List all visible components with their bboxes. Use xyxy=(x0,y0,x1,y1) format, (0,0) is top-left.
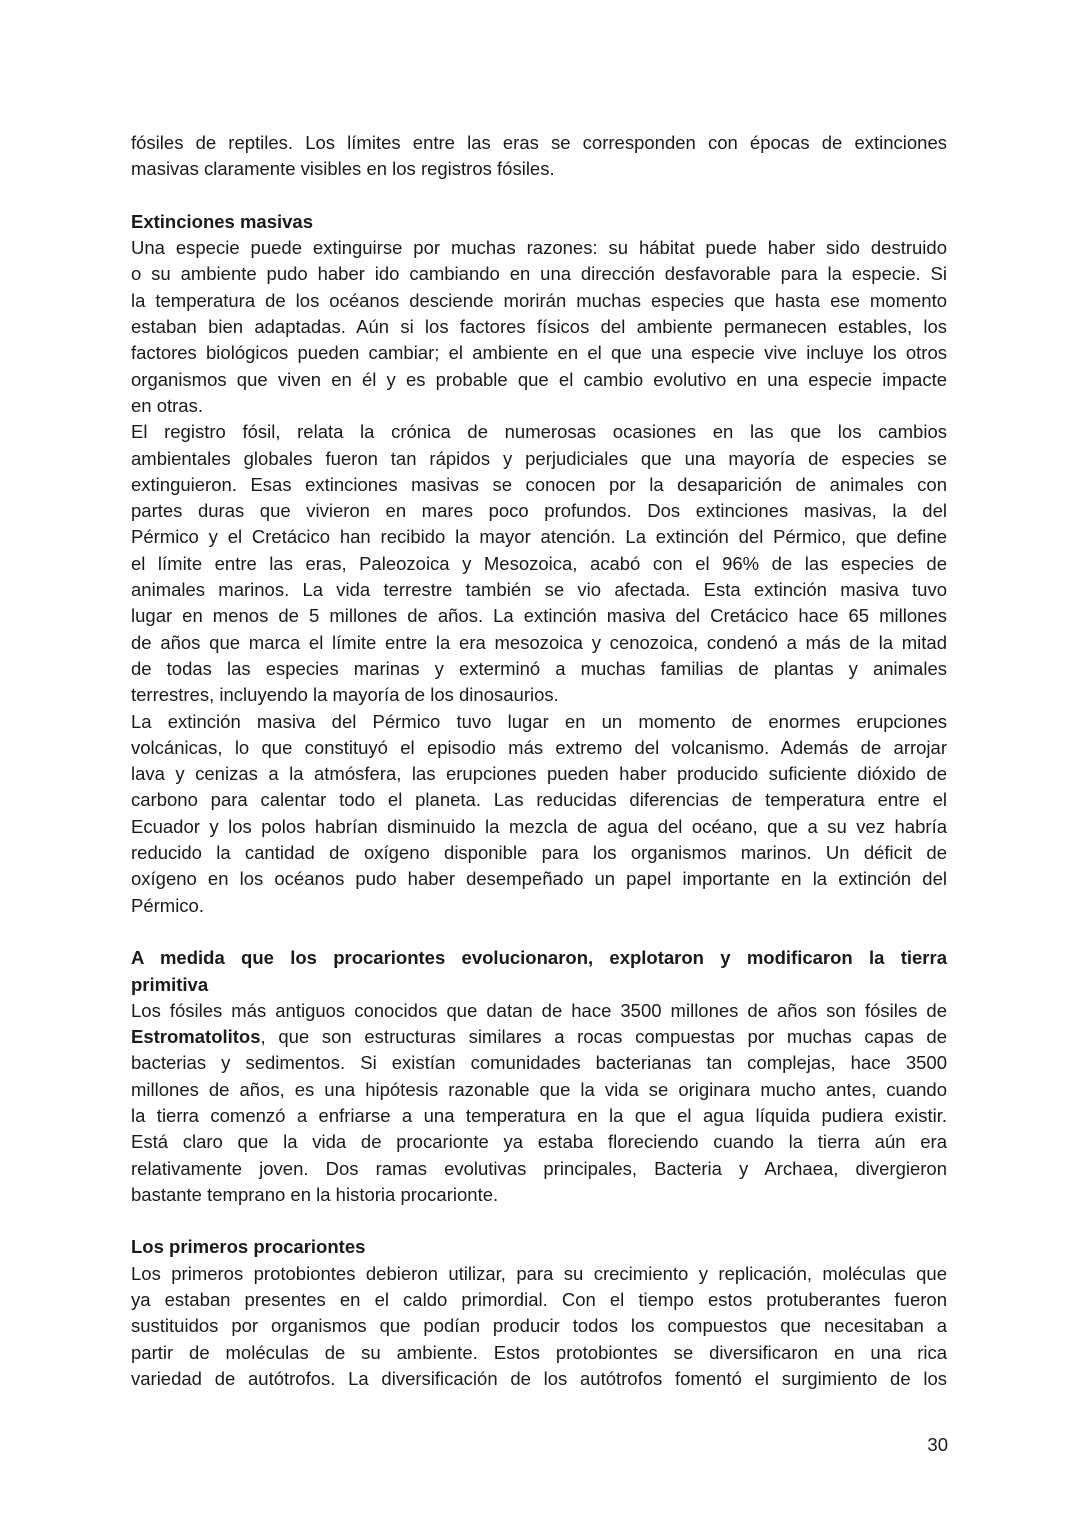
text-line: volcánicas, lo que constituyó el episodio más extremo del volcanismo. Además de arrojar xyxy=(131,736,947,758)
text-line: terrestres, incluyendo la mayoría de los dinosaurios. xyxy=(131,684,559,706)
text-line: El registro fósil, relata la crónica de numerosas ocasiones en las que los cambios xyxy=(131,421,947,443)
text-line: Ecuador y los polos habrían disminuido la mezcla de agua del océano, que a su vez habría xyxy=(131,815,947,837)
paragraph xyxy=(131,130,947,183)
paragraph xyxy=(131,419,947,708)
text-line: lava y cenizas a la atmósfera, las erupciones pueden haber producido suficiente dióxido de xyxy=(131,763,947,785)
text-line: La extinción masiva del Pérmico tuvo lugar en un momento de enormes erupciones xyxy=(131,710,947,732)
text-line: bastante temprano en la historia procarionte. xyxy=(131,1183,499,1205)
text-line: partes duras que vivieron en mares poco profundos. Dos extinciones masivas, la del xyxy=(131,500,947,522)
text-line: ya estaban presentes en el caldo primordial. Con el tiempo estos protuberantes fueron xyxy=(131,1289,947,1311)
text-line: Una especie puede extinguirse por muchas razones: su hábitat puede haber sido destruido xyxy=(131,237,947,259)
text-line xyxy=(131,1024,947,1050)
text-line: carbono para calentar todo el planeta. Las reducidas diferencias de temperatura entre el xyxy=(131,789,947,811)
section-heading xyxy=(131,1234,947,1260)
text-line: factores biológicos pueden cambiar; el ambiente en el que una especie vive incluye los otros xyxy=(131,342,947,364)
text-line: Los primeros procariontes xyxy=(131,1236,366,1258)
text-line: organismos que viven en él y es probable que el cambio evolutivo en una especie impacte xyxy=(131,368,947,390)
text-line: A medida que los procariontes evolucionaron, explotaron y modificaron la tierra xyxy=(131,947,947,969)
text-line: lugar en menos de 5 millones de años. La extinción masiva del Cretácico hace 65 millones xyxy=(131,605,947,627)
text-line: variedad de autótrofos. La diversificación de los autótrofos fomentó el surgimiento de los xyxy=(131,1367,947,1389)
text-line: de todas las especies marinas y exterminó a muchas familias de plantas y animales xyxy=(131,657,947,679)
text-line: partir de moléculas de su ambiente. Estos protobiontes se diversificaron en una rica xyxy=(131,1341,947,1363)
paragraph xyxy=(131,998,947,1208)
text-line: en otras. xyxy=(131,394,203,416)
text-line: estaban bien adaptadas. Aún si los factores físicos del ambiente permanecen estables, los xyxy=(131,316,947,338)
text-line: o su ambiente pudo haber ido cambiando en una dirección desfavorable para la especie. Si xyxy=(131,263,947,285)
spacer xyxy=(131,919,947,945)
paragraph xyxy=(131,1261,947,1392)
text-line: primitiva xyxy=(131,973,209,995)
text-line: bacterias y sedimentos. Si existían comunidades bacterianas tan complejas, hace 3500 xyxy=(131,1052,947,1074)
text-line: masivas claramente visibles en los registros fósiles. xyxy=(131,158,555,180)
text-line: fósiles de reptiles. Los límites entre las eras se corresponden con épocas de extinciones xyxy=(131,132,947,153)
page-body xyxy=(131,130,947,1392)
text-line: Está claro que la vida de procarionte ya estaba floreciendo cuando la tierra aún era xyxy=(131,1131,947,1153)
text-line: Pérmico y el Cretácico han recibido la mayor atención. La extinción del Pérmico, que define xyxy=(131,526,947,548)
section-heading xyxy=(131,945,947,998)
text-line: ambientales globales fueron tan rápidos y perjudiciales que una mayoría de especies se xyxy=(131,447,947,469)
text-line: relativamente joven. Dos ramas evolutivas principales, Bacteria y Archaea, divergieron xyxy=(131,1157,947,1179)
bold-term: Estromatolitos xyxy=(131,1026,261,1048)
text-line: animales marinos. La vida terrestre también se vio afectada. Esta extinción masiva tuvo xyxy=(131,579,947,601)
text-line: Extinciones masivas xyxy=(131,210,314,232)
paragraph xyxy=(131,709,947,919)
text-line: de años que marca el límite entre la era mesozoica y cenozoica, condenó a más de la mitad xyxy=(131,631,947,653)
text-line: millones de años, es una hipótesis razonable que la vida se originara mucho antes, cuando xyxy=(131,1078,947,1100)
text-line: la temperatura de los océanos desciende morirán muchas especies que hasta ese momento xyxy=(131,289,947,311)
text-line: Los primeros protobiontes debieron utilizar, para su crecimiento y replicación, moléculas que xyxy=(131,1262,947,1284)
text-line: reducido la cantidad de oxígeno disponible para los organismos marinos. Un déficit de xyxy=(131,842,947,864)
text-line: Los fósiles más antiguos conocidos que datan de hace 3500 millones de años son fósiles de xyxy=(131,999,947,1021)
spacer xyxy=(131,183,947,209)
text-line: Pérmico. xyxy=(131,894,204,916)
text-line: la tierra comenzó a enfriarse a una temperatura en la que el agua líquida pudiera existir. xyxy=(131,1104,947,1126)
text-line: el límite entre las eras, Paleozoica y Mesozoica, acabó con el 96% de las especies de xyxy=(131,552,947,574)
text-line: extinguieron. Esas extinciones masivas se conocen por la desaparición de animales con xyxy=(131,473,947,495)
paragraph xyxy=(131,235,947,419)
line-text: , que son estructuras similares a rocas compuestas por muchas capas de xyxy=(260,1026,947,1048)
text-line: sustituidos por organismos que podían producir todos los compuestos que necesitaban a xyxy=(131,1315,947,1337)
text-line: oxígeno en los océanos pudo haber desempeñado un papel importante en la extinción del xyxy=(131,868,947,890)
spacer xyxy=(131,1208,947,1234)
page-number: 30 xyxy=(927,1434,948,1455)
section-heading xyxy=(131,209,947,235)
